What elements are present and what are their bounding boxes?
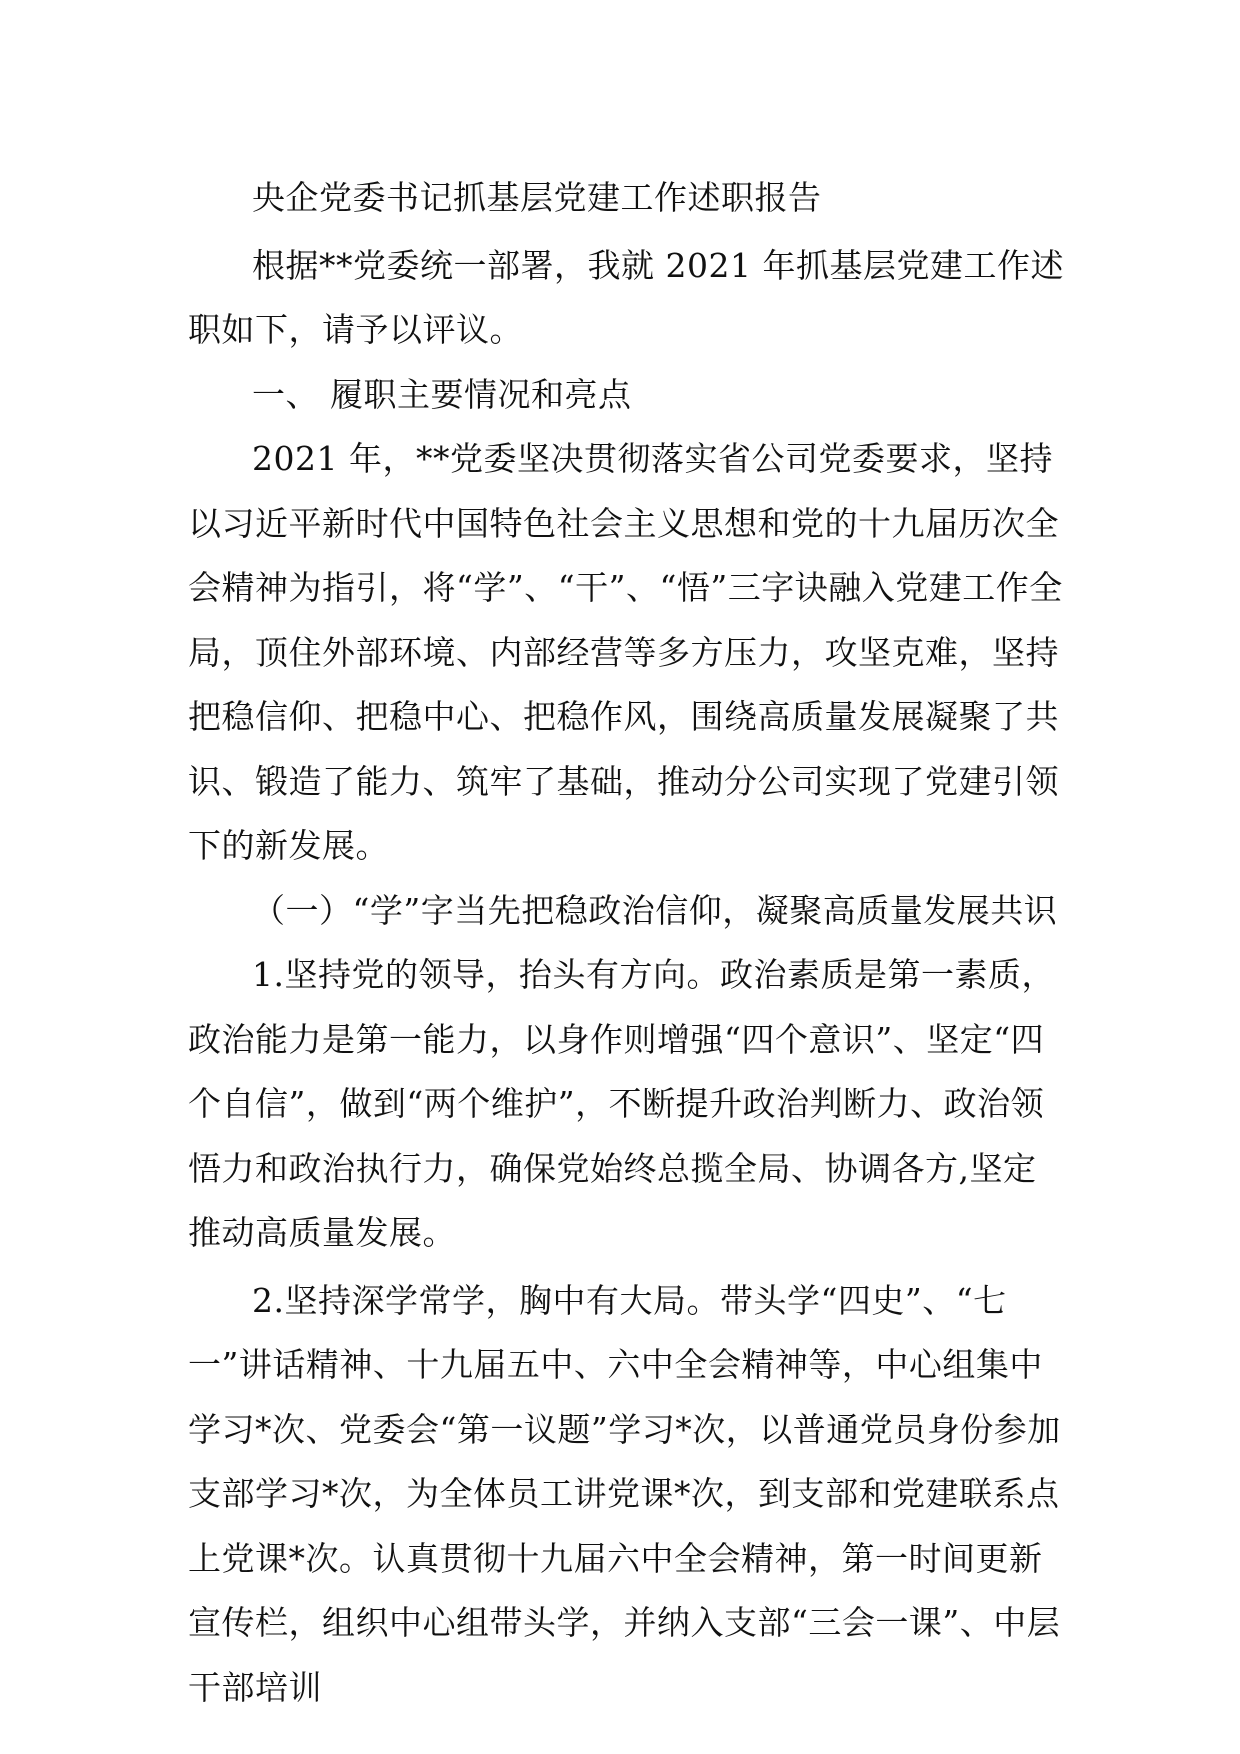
paragraph-intro: 根据**党委统一部署，我就 2021 年抓基层党建工作述职如下，请予以评议。 <box>188 245 1064 349</box>
paragraph-item-1: 1.坚持党的领导，抬头有方向。政治素质是第一素质，政治能力是第一能力，以身作则增强“四个意识”、坚定“四个自信”，做到“两个维护”，不断提升政治判断力、政治领悟力和政治执行力，确保党始终总揽全局、协调各方,坚定推动高质量发展。 <box>188 955 1055 1252</box>
subsection-heading-1: （一）“学”字当先把稳政治信仰，凝聚高质量发展共识 <box>252 890 1058 930</box>
paragraph-item-2: 2.坚持深学常学，胸中有大局。带头学“四史”、“七一”讲话精神、十九届五中、六中全会精神等，中心组集中学习*次、党委会“第一议题”学习*次，以普通党员身份参加支部学习*次，为全体员工讲党课*次，到支部和党建联系点上党课*次。认真贯彻十九届六中全会精神，第一时间更新宣传栏，组织中心组带头学，并纳入支部“三会一课”、中层干部培训 <box>188 1280 1061 1707</box>
section-heading-1: 一、 履职主要情况和亮点 <box>252 374 632 414</box>
paragraph-overview: 2021 年，**党委坚决贯彻落实省公司党委要求，坚持以习近平新时代中国特色社会主义思想和党的十九届历次全会精神为指引，将“学”、“干”、“悟”三字诀融入党建工作全局，顶住外部环境、内部经营等多方压力，攻坚克难，坚持把稳信仰、把稳中心、把稳作风，围绕高质量发展凝聚了共识、锻造了能力、筑牢了基础，推动分公司实现了党建引领下的新发展。 <box>188 439 1063 865</box>
document-body <box>188 166 1068 1720</box>
document-title: 央企党委书记抓基层党建工作述职报告 <box>252 178 822 217</box>
